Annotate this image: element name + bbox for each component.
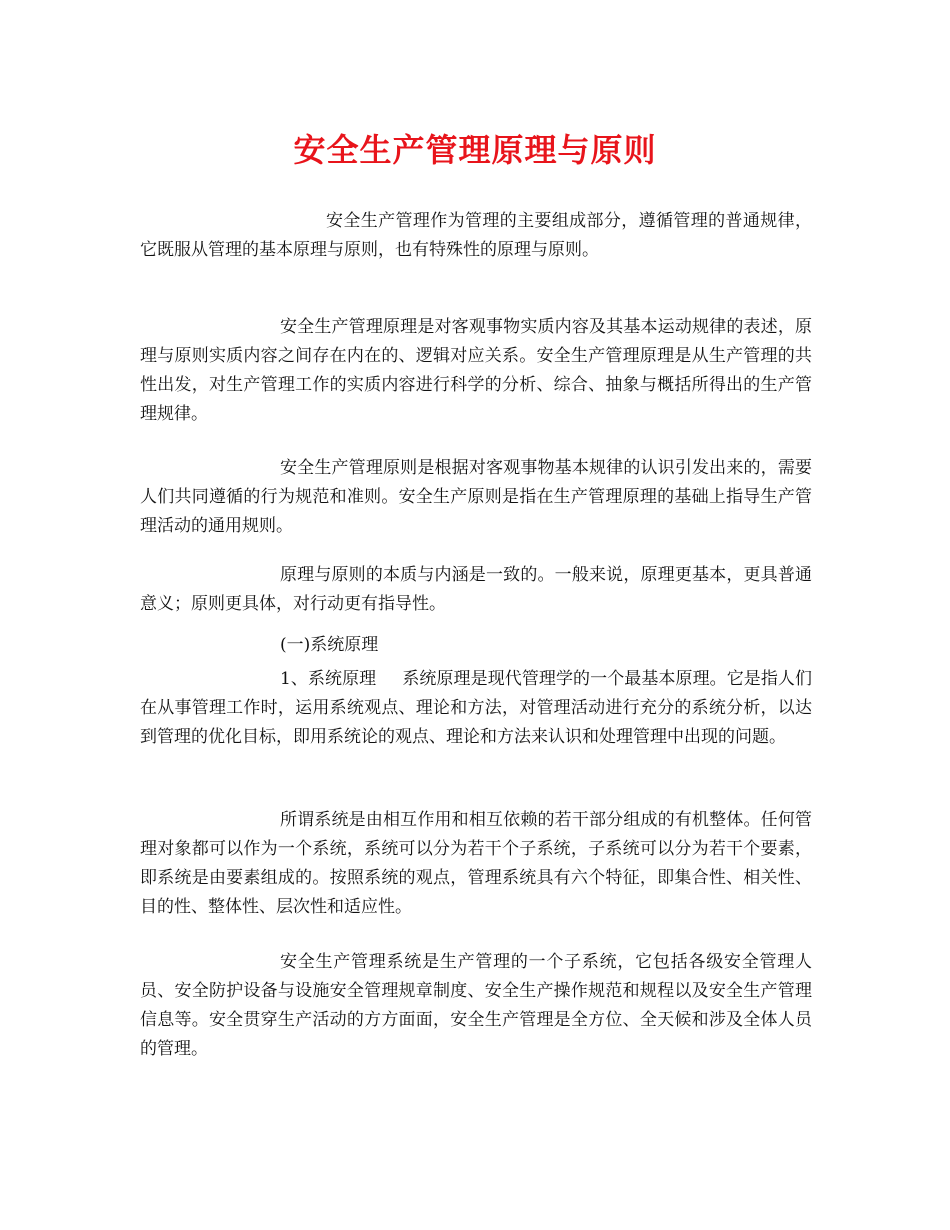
paragraph-rule-definition: 安全生产管理原则是根据对客观事物基本规律的认识引发出来的，需要人们共同遵循的行为规范和准则。安全生产原则是指在生产管理原理的基础上指导生产管理活动的通用规则。 bbox=[140, 458, 812, 536]
paragraph-safety-system: 安全生产管理系统是生产管理的一个子系统，它包括各级安全管理人员、安全防护设备与设施安全管理规章制度、安全生产操作规范和规程以及安全生产管理信息等。安全贯穿生产活动的方方面面，安全生产管理是全方位、全天候和涉及全体人员的管理。 bbox=[140, 952, 812, 1059]
paragraph-system-definition: 所谓系统是由相互作用和相互依赖的若干部分组成的有机整体。任何管理对象都可以作为一个系统，系统可以分为若干个子系统，子系统可以分为若干个要素，即系统是由要素组成的。按照系统的观点，管理系统具有六个特征，即集合性、相关性、目的性、整体性、层次性和适应性。 bbox=[140, 810, 812, 917]
paragraph-system-principle bbox=[140, 665, 812, 752]
paragraph-principle-vs-rule: 原理与原则的本质与内涵是一致的。一般来说，原理更基本，更具普通意义；原则更具体，对行动更有指导性。 bbox=[140, 565, 812, 614]
paragraph-principle-definition: 安全生产管理原理是对客观事物实质内容及其基本运动规律的表述，原理与原则实质内容之间存在内在的、逻辑对应关系。安全生产管理原理是从生产管理的共性出发，对生产管理工作的实质内容进行科学的分析、综合、抽象与概括所得出的生产管理规律。 bbox=[140, 317, 812, 424]
paragraph-intro: 安全生产管理作为管理的主要组成部分，遵循管理的普通规律，它既服从管理的基本原理与原则，也有特殊性的原理与原则。 bbox=[140, 211, 812, 260]
subsection-body: 系统原理是现代管理学的一个最基本原理。它是指人们在从事管理工作时，运用系统观点、理论和方法，对管理活动进行充分的系统分析，以达到管理的优化目标，即用系统论的观点、理论和方法来认识和处理管理中出现的问题。 bbox=[140, 669, 813, 747]
document-title: 安全生产管理原理与原则 bbox=[293, 131, 657, 169]
subsection-heading: 1、系统原理 bbox=[280, 669, 377, 689]
section-heading-system-principle: (一)系统原理 bbox=[280, 635, 379, 655]
